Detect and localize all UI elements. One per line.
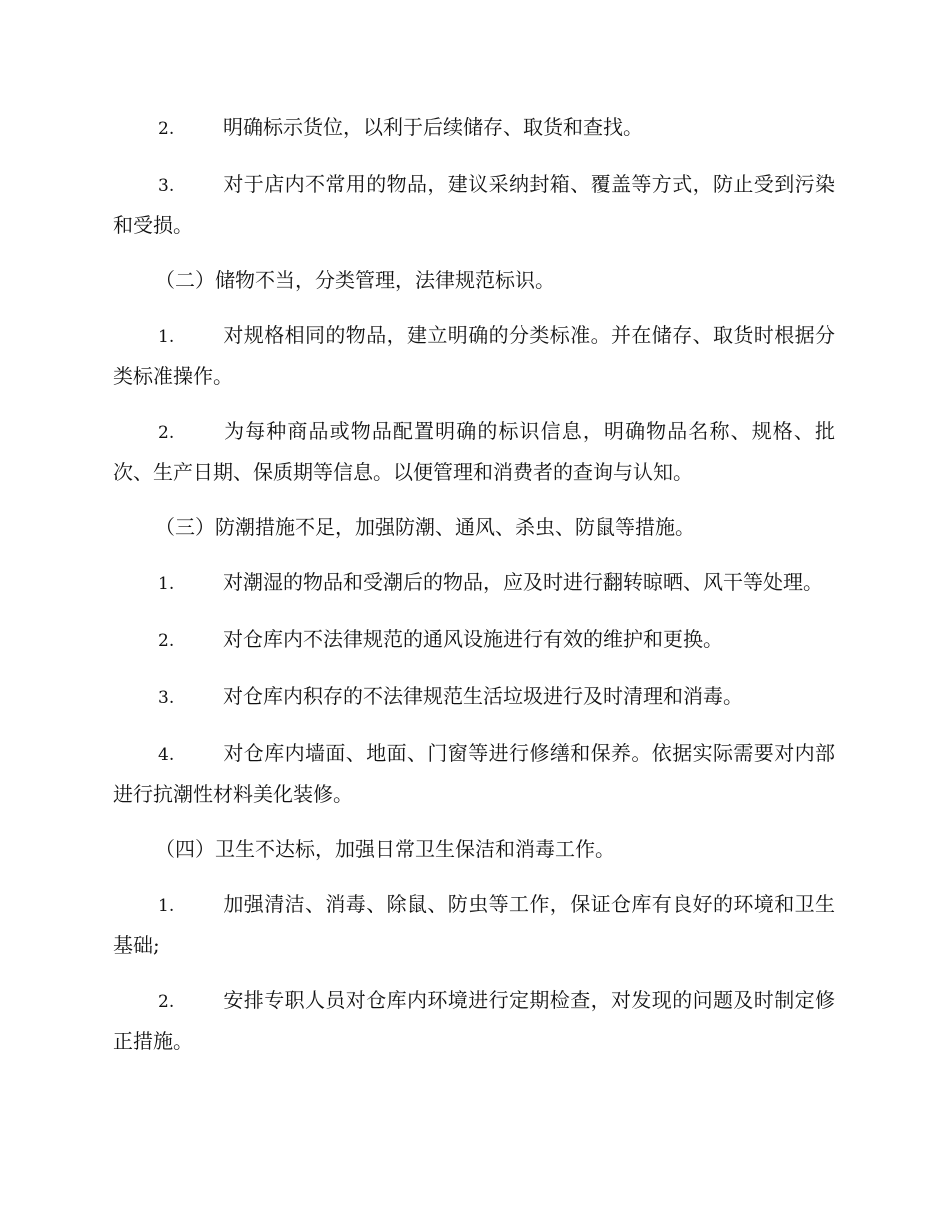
- item-text: 加强清洁、消毒、除鼠、防虫等工作，保证仓库有良好的环境和卫生基础;: [113, 892, 835, 957]
- list-item: [113, 734, 835, 814]
- item-text: 对仓库内不法律规范的通风设施进行有效的维护和更换。: [223, 627, 723, 651]
- item-number: 2.: [158, 631, 175, 651]
- item-text: 对仓库内积存的不法律规范生活垃圾进行及时清理和消毒。: [223, 684, 743, 708]
- list-item: [113, 677, 835, 718]
- list-item: [113, 316, 835, 396]
- item-number: 2.: [158, 119, 175, 139]
- item-text: 对规格相同的物品，建立明确的分类标准。并在储存、取货时根据分类标准操作。: [113, 323, 835, 388]
- section-heading: （四）卫生不达标，加强日常卫生保洁和消毒工作。: [155, 837, 615, 861]
- item-text: 为每种商品或物品配置明确的标识信息，明确物品名称、规格、批次、生产日期、保质期等信息。以便管理和消费者的查询与认知。: [113, 419, 835, 484]
- section-heading: （三）防潮措施不足，加强防潮、通风、杀虫、防鼠等措施。: [155, 515, 695, 539]
- list-item: [113, 165, 835, 245]
- item-number: 2.: [158, 423, 175, 443]
- item-text: 明确标示货位，以利于后续储存、取货和查找。: [223, 115, 643, 139]
- item-text: 对潮湿的物品和受潮后的物品，应及时进行翻转晾晒、风干等处理。: [223, 570, 823, 594]
- document-body: [113, 108, 835, 1077]
- list-item: [113, 412, 835, 492]
- item-text: 安排专职人员对仓库内环境进行定期检查，对发现的问题及时制定修正措施。: [113, 988, 835, 1053]
- item-number: 3.: [158, 688, 175, 708]
- list-item: [113, 563, 835, 604]
- item-number: 1.: [158, 574, 175, 594]
- item-number: 1.: [158, 896, 175, 916]
- list-item: [113, 981, 835, 1061]
- item-number: 2.: [158, 992, 175, 1012]
- item-text: 对于店内不常用的物品，建议采纳封箱、覆盖等方式，防止受到污染和受损。: [113, 172, 835, 237]
- list-item: [113, 108, 835, 149]
- item-number: 4.: [158, 745, 175, 765]
- list-item: [113, 885, 835, 965]
- list-item: [113, 620, 835, 661]
- item-text: 对仓库内墙面、地面、门窗等进行修缮和保养。依据实际需要对内部进行抗潮性材料美化装修。: [113, 741, 835, 806]
- item-number: 1.: [158, 327, 175, 347]
- section-heading: （二）储物不当，分类管理，法律规范标识。: [155, 268, 555, 292]
- item-number: 3.: [158, 176, 175, 196]
